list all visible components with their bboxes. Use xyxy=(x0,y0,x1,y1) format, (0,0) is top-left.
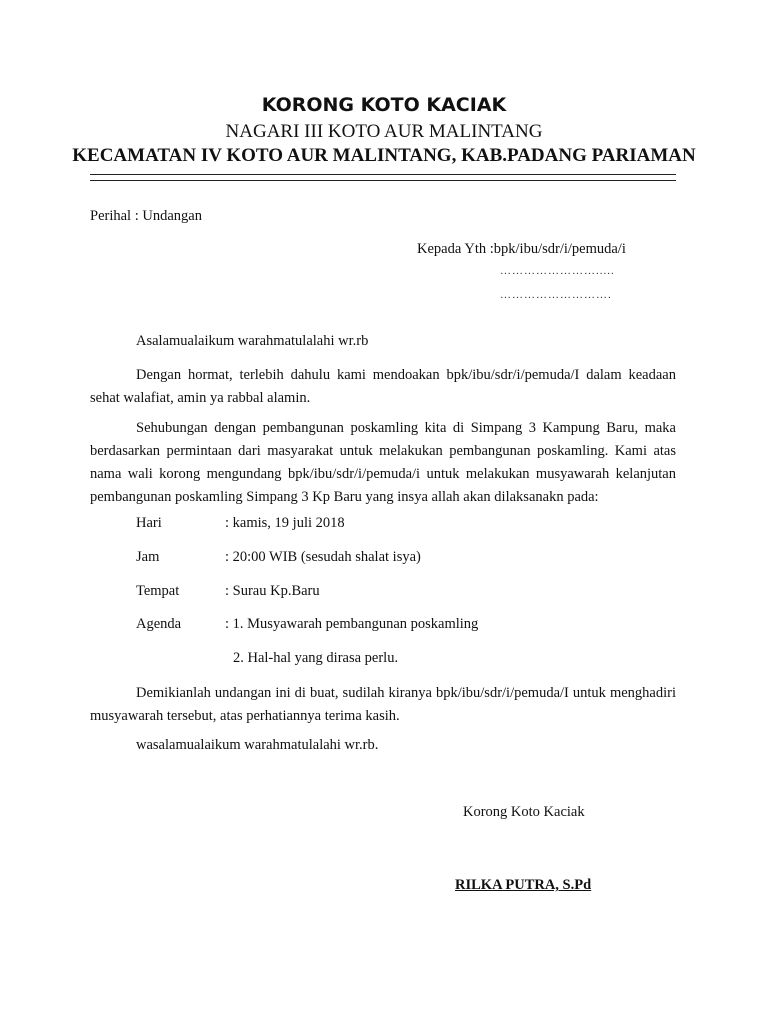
detail-label-jam: Jam xyxy=(136,549,160,565)
detail-value-tempat: : Surau Kp.Baru xyxy=(225,583,320,599)
signature-name: RILKA PUTRA, S.Pd xyxy=(455,877,592,893)
letterhead-nagari: NAGARI III KOTO AUR MALINTANG xyxy=(225,121,543,142)
detail-label-hari: Hari xyxy=(136,515,162,531)
paragraph-opening: Dengan hormat, terlebih dahulu kami mendoakan bpk/ibu/sdr/i/pemuda/I dalam keadaan sehat walafiat, amin ya rabbal alamin. xyxy=(90,367,676,406)
farewell: wasalamualaikum warahmatulalahi wr.rb. xyxy=(136,737,379,753)
detail-value-hari: : kamis, 19 juli 2018 xyxy=(225,515,345,531)
paragraph-closing: Demikianlah undangan ini di buat, sudilah kiranya bpk/ibu/sdr/i/pemuda/I untuk menghadiri musyawarah tersebut, atas perhatiannya terima kasih. xyxy=(90,685,676,724)
letterhead-rule-thin xyxy=(90,180,676,181)
agenda-item-2: 2. Hal-hal yang dirasa perlu. xyxy=(233,650,399,666)
signature-organization: Korong Koto Kaciak xyxy=(463,804,585,820)
detail-value-agenda: : 1. Musyawarah pembangunan poskamling xyxy=(225,616,479,632)
detail-label-tempat: Tempat xyxy=(136,583,180,599)
recipient-dots-1: ……………………..... xyxy=(500,265,615,277)
detail-value-jam: : 20:00 WIB (sesudah shalat isya) xyxy=(225,549,421,565)
recipient-dots-2: ………………………. xyxy=(500,289,612,301)
paragraph-purpose: Sehubungan dengan pembangunan poskamling kita di Simpang 3 Kampung Baru, maka berdasarkan permintaan dari masyarakat untuk melakukan pembangunan poskamling. Kami atas nama wali korong mengundang bpk/ibu/sdr/i/pemuda/i untuk melakukan musyawarah kelanjutan pembangunan poskamling Simpang 3 Kp Baru yang insya allah akan dilaksanakn pada: xyxy=(90,420,676,505)
recipient-line: Kepada Yth :bpk/ibu/sdr/i/pemuda/i xyxy=(417,241,626,257)
detail-label-agenda: Agenda xyxy=(136,616,182,632)
letterhead-kecamatan: KECAMATAN IV KOTO AUR MALINTANG, KAB.PADANG PARIAMAN xyxy=(72,145,696,166)
subject-line: Perihal : Undangan xyxy=(90,208,202,224)
letterhead-title: KORONG KOTO KACIAK xyxy=(261,94,507,116)
letterhead-rule-thick xyxy=(90,174,676,175)
greeting: Asalamualaikum warahmatulalahi wr.rb xyxy=(136,333,369,349)
